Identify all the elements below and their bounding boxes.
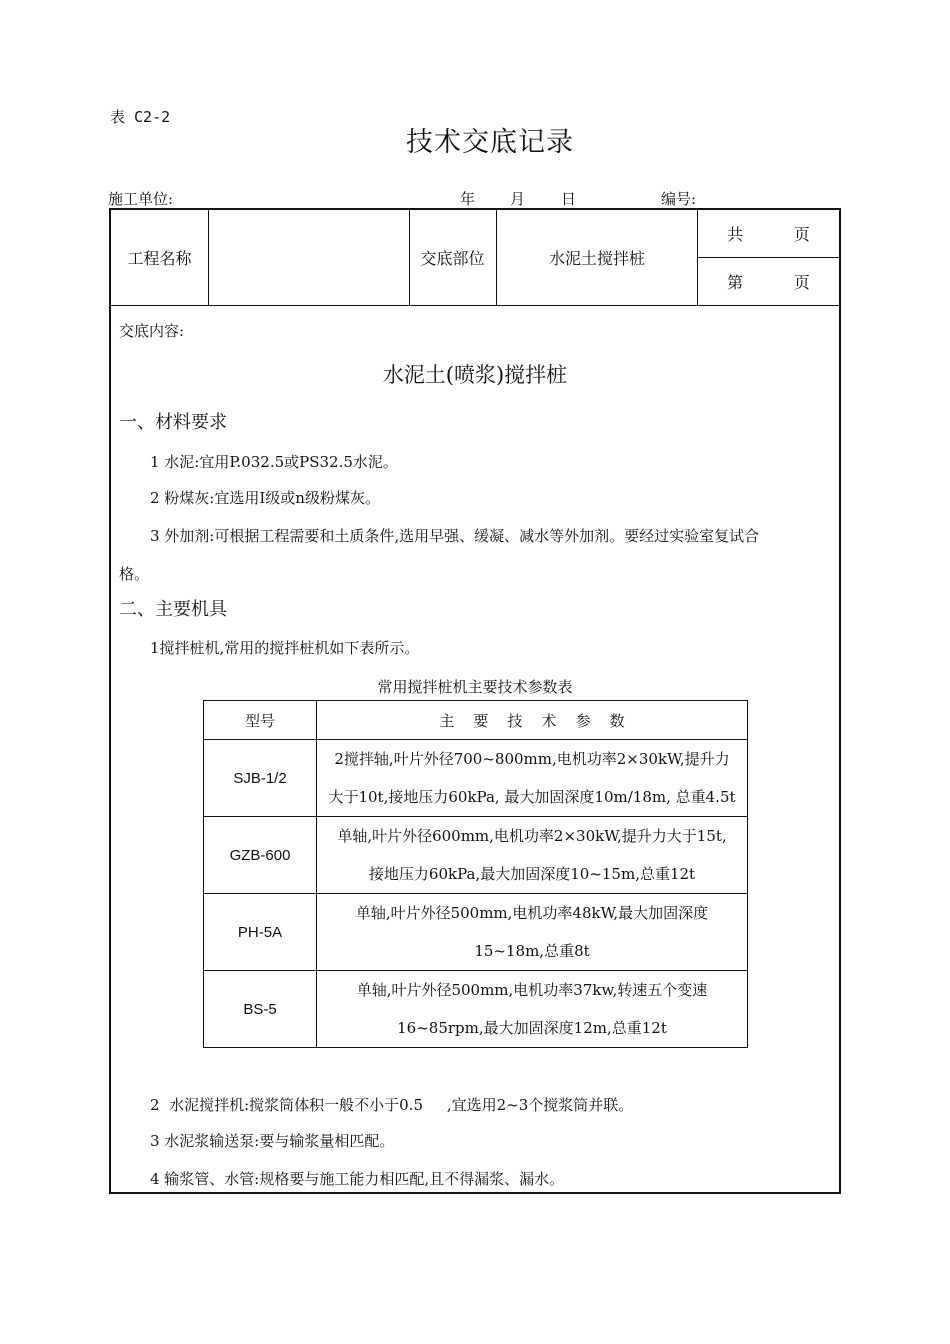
params-cell — [317, 817, 748, 894]
material-item: 2 粉煤灰:宜选用I级或n级粉煤灰。 — [150, 489, 380, 507]
year-label: 年 — [460, 190, 476, 208]
material-item: 3 外加剂:可根据工程需要和土质条件,选用早强、缓凝、减水等外加剂。要经过实验室复试合 — [150, 527, 760, 545]
day-label: 日 — [561, 190, 577, 208]
section-heading-equipment: 二、主要机具 — [119, 599, 227, 620]
content-label: 交底内容: — [119, 322, 185, 340]
material-item: 1 水泥:宜用P.032.5或PS32.5水泥。 — [150, 453, 398, 471]
column-header-model: 型号 — [204, 701, 317, 740]
content-subtitle: 水泥土(喷浆)搅拌桩 — [382, 363, 568, 387]
page-title: 技术交底记录 — [406, 127, 574, 158]
model-cell: SJB-1/2 — [204, 740, 317, 817]
construction-unit-label: 施工单位: — [108, 190, 174, 208]
params-cell — [317, 971, 748, 1048]
total-pages: 共 页 — [727, 225, 810, 244]
params-line: 2搅拌轴,叶片外径700~800mm,电机功率2×30kW,提升力 — [334, 750, 730, 768]
model-cell: GZB-600 — [204, 817, 317, 894]
equipment-item: 4 输浆管、水管:规格要与施工能力相匹配,且不得漏浆、漏水。 — [150, 1170, 565, 1188]
equipment-intro: 1搅拌桩机,常用的搅拌桩机如下表所示。 — [150, 639, 420, 657]
form-code: 表 C2-2 — [110, 108, 171, 126]
model-cell: BS-5 — [204, 971, 317, 1048]
table-caption: 常用搅拌桩机主要技术参数表 — [377, 678, 573, 696]
table-row — [204, 894, 748, 971]
params-line: 单轴,叶片外径500mm,电机功率48kW,最大加固深度 — [355, 904, 709, 922]
params-line: 接地压力60kPa,最大加固深度10~15m,总重12t — [368, 865, 696, 883]
material-item-continuation: 格。 — [119, 565, 150, 583]
params-line: 单轴,叶片外径600mm,电机功率2×30kW,提升力大于15t, — [337, 827, 727, 845]
params-line: 15~18m,总重8t — [474, 942, 590, 960]
spec-table — [203, 700, 748, 1048]
equipment-item: 2 水泥搅拌机:搅浆筒体积一般不小于0.5 ,宜选用2~3个搅浆筒并联。 — [150, 1096, 634, 1114]
month-label: 月 — [510, 190, 526, 208]
header-row-divider — [111, 305, 839, 306]
equipment-item: 3 水泥浆输送泵:要与输浆量相匹配。 — [150, 1132, 395, 1150]
section-heading-materials: 一、材料要求 — [119, 412, 227, 433]
handover-part-label: 交底部位 — [420, 249, 485, 268]
params-line: 单轴,叶片外径500mm,电机功率37kw,转速五个变速 — [356, 981, 708, 999]
handover-part-value: 水泥土搅拌桩 — [548, 249, 645, 268]
number-label: 编号: — [661, 190, 697, 208]
table-header-row — [204, 701, 748, 740]
table-row — [204, 740, 748, 817]
params-line: 16~85rpm,最大加固深度12m,总重12t — [397, 1019, 667, 1037]
params-line: 大于10t,接地压力60kPa, 最大加固深度10m/18m, 总重4.5t — [328, 788, 736, 806]
project-name-label: 工程名称 — [127, 249, 192, 268]
table-row — [204, 817, 748, 894]
table-row — [204, 971, 748, 1048]
model-cell: PH-5A — [204, 894, 317, 971]
page-number: 第 页 — [727, 273, 810, 292]
column-header-params: 主 要 技 术 参 数 — [317, 701, 748, 740]
project-name-value — [209, 210, 409, 305]
params-cell — [317, 740, 748, 817]
params-cell — [317, 894, 748, 971]
